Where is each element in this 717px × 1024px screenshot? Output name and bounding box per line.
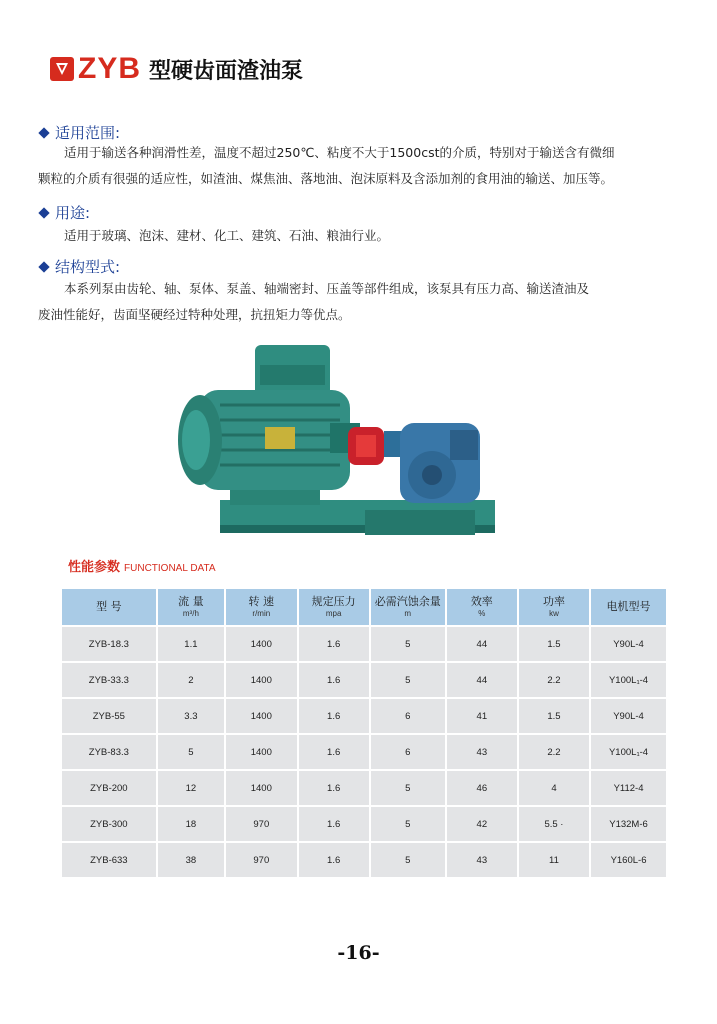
table-cell: ZYB-33.3	[62, 662, 157, 698]
table-cell: 2	[157, 662, 225, 698]
table-cell: 11	[518, 842, 590, 877]
table-cell: Y112-4	[590, 770, 666, 806]
page-header	[50, 52, 303, 86]
table-cell: Y100L₁-4	[590, 734, 666, 770]
table-cell: 5	[370, 806, 446, 842]
section-text-scope: 适用于输送各种润滑性差，温度不超过250℃、粘度不大于1500cst的介质，特别对于输送含有微细 颗粒的介质有很强的适应性，如渣油、煤焦油、落地油、泡沫原料及含添加剂的食用油的输送、加压等。	[38, 145, 615, 186]
column-header: 流 量 m³/h	[157, 589, 225, 626]
table-cell: 41	[446, 698, 518, 734]
table-cell: 5	[370, 770, 446, 806]
table-cell: 5	[370, 662, 446, 698]
diamond-bullet-icon	[38, 207, 49, 218]
table-cell: 5	[370, 626, 446, 662]
table-cell: 42	[446, 806, 518, 842]
table-cell: 1.6	[298, 626, 370, 662]
table-cell: Y132M-6	[590, 806, 666, 842]
table-cell: 5.5 ·	[518, 806, 590, 842]
table-cell: 1.1	[157, 626, 225, 662]
table-cell: 1400	[225, 626, 297, 662]
table-cell: 1.5	[518, 698, 590, 734]
table-cell: 5	[157, 734, 225, 770]
column-header: 转 速 r/min	[225, 589, 297, 626]
brand-name: ZYB	[78, 52, 141, 85]
table-cell: Y100L₁-4	[590, 662, 666, 698]
brand-logo-icon	[50, 57, 74, 81]
table-cell: 1400	[225, 770, 297, 806]
column-header: 型 号	[62, 589, 157, 626]
table-cell: 38	[157, 842, 225, 877]
table-cell: ZYB-83.3	[62, 734, 157, 770]
table-cell: 5	[370, 842, 446, 877]
section-heading-scope: 适用范围:	[38, 122, 120, 143]
diamond-bullet-icon	[38, 261, 49, 272]
table-row	[62, 806, 666, 842]
table-row	[62, 770, 666, 806]
table-cell: 1400	[225, 734, 297, 770]
table-cell: 12	[157, 770, 225, 806]
table-cell: 1.6	[298, 770, 370, 806]
table-row	[62, 662, 666, 698]
table-cell: 43	[446, 734, 518, 770]
table-cell: ZYB-633	[62, 842, 157, 877]
table-cell: 43	[446, 842, 518, 877]
table-cell: 6	[370, 698, 446, 734]
table-cell: 1.6	[298, 842, 370, 877]
diamond-bullet-icon	[38, 127, 49, 138]
table-cell: ZYB-300	[62, 806, 157, 842]
table-cell: Y90L-4	[590, 698, 666, 734]
table-cell: 970	[225, 842, 297, 877]
table-cell: 6	[370, 734, 446, 770]
section-heading-structure: 结构型式:	[38, 256, 120, 277]
table-cell: ZYB-18.3	[62, 626, 157, 662]
column-header: 必需汽蚀余量 m	[370, 589, 446, 626]
table-row	[62, 734, 666, 770]
table-cell: 2.2	[518, 662, 590, 698]
page-title: 型硬齿面渣油泵	[149, 58, 304, 84]
table-row	[62, 626, 666, 662]
table-cell: 1.6	[298, 662, 370, 698]
performance-table	[62, 589, 666, 877]
table-row	[62, 842, 666, 877]
page-number: -16-	[337, 942, 380, 964]
gear-pump-image	[160, 335, 500, 565]
section-text-structure: 本系列泵由齿轮、轴、泵体、泵盖、轴端密封、压盖等部件组成，该泵具有压力高、输送渣油及 废油性能好，齿面坚硬经过特种处理，抗扭矩力等优点。	[38, 281, 590, 322]
table-cell: 3.3	[157, 698, 225, 734]
column-header: 规定压力 mpa	[298, 589, 370, 626]
column-header: 电机型号	[590, 589, 666, 626]
table-cell: 1.6	[298, 734, 370, 770]
section-heading-usage: 用途:	[38, 202, 90, 223]
table-cell: 46	[446, 770, 518, 806]
table-cell: 44	[446, 626, 518, 662]
table-cell: 1.6	[298, 698, 370, 734]
table-cell: 970	[225, 806, 297, 842]
column-header: 功率 kw	[518, 589, 590, 626]
table-cell: 1.5	[518, 626, 590, 662]
table-cell: 44	[446, 662, 518, 698]
table-cell: 1400	[225, 662, 297, 698]
table-cell: 4	[518, 770, 590, 806]
table-cell: Y90L-4	[590, 626, 666, 662]
table-cell: 18	[157, 806, 225, 842]
performance-title: 性能参数 FUNCTIONAL DATA	[68, 560, 216, 575]
section-text-usage: 适用于玻璃、泡沫、建材、化工、建筑、石油、粮油行业。	[64, 228, 390, 243]
table-header-row	[62, 589, 666, 626]
column-header: 效率 %	[446, 589, 518, 626]
table-cell: Y160L-6	[590, 842, 666, 877]
table-cell: 2.2	[518, 734, 590, 770]
table-cell: ZYB-55	[62, 698, 157, 734]
table-row	[62, 698, 666, 734]
table-cell: 1400	[225, 698, 297, 734]
table-cell: ZYB-200	[62, 770, 157, 806]
table-cell: 1.6	[298, 806, 370, 842]
